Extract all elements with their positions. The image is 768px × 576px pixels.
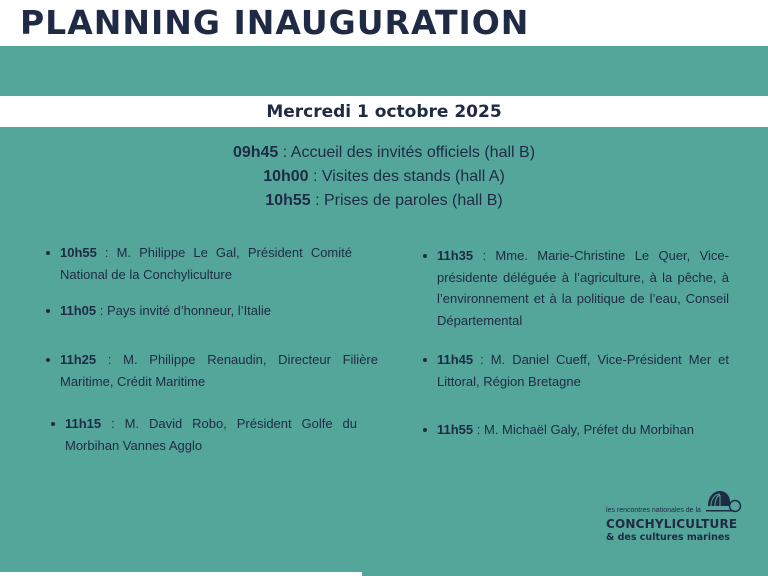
speaker-text: : M. Daniel Cueff, Vice-Président Mer et Littoral, Région Bretagne xyxy=(437,352,729,389)
schedule-row xyxy=(0,165,768,189)
speaker-time: 11h45 xyxy=(437,352,474,367)
speaker-text: : M. Michaël Galy, Préfet du Morbihan xyxy=(473,422,695,437)
speaker-time: 11h35 xyxy=(437,248,474,263)
speaker-time: 11h55 xyxy=(437,422,474,437)
speaker-text: : Pays invité d’honneur, l’Italie xyxy=(96,303,272,318)
speaker-text: : M. David Robo, Président Golfe du Morbihan Vannes Agglo xyxy=(65,416,357,453)
bullet-icon xyxy=(46,358,50,362)
logo-sub-text: & des cultures marines xyxy=(606,532,730,543)
logo-main-text: CONCHYLICULTURE xyxy=(606,517,738,531)
main-schedule xyxy=(0,141,768,213)
header-band xyxy=(0,0,768,46)
bullet-icon xyxy=(51,422,55,426)
speaker-text: : Mme. Marie-Christine Le Quer, Vice-présidente déléguée à l’agriculture, à la pêche, à l’environnement et à la politique de l’eau, Conseil Départemental xyxy=(437,248,729,328)
logo-small-text: les rencontres nationales de la xyxy=(606,507,701,514)
speaker-item xyxy=(60,300,352,322)
speaker-time: 11h15 xyxy=(65,416,102,431)
schedule-text: : Visites des stands (hall A) xyxy=(308,168,505,185)
speaker-time: 11h25 xyxy=(60,352,97,367)
speaker-text: : M. Philippe Renaudin, Directeur Filière Maritime, Crédit Maritime xyxy=(60,352,378,389)
schedule-time: 10h55 xyxy=(265,192,311,209)
logo xyxy=(606,490,756,550)
bullet-icon xyxy=(423,428,427,432)
speaker-item xyxy=(65,413,357,456)
speaker-item xyxy=(60,349,378,392)
bullet-icon xyxy=(46,251,50,255)
speaker-item xyxy=(437,419,737,441)
shell-icon xyxy=(706,490,742,516)
schedule-text: : Accueil des invités officiels (hall B) xyxy=(278,144,536,161)
date-band xyxy=(0,96,768,127)
bullet-icon xyxy=(423,358,427,362)
speaker-time: 11h05 xyxy=(60,303,97,318)
speaker-time: 10h55 xyxy=(60,245,97,260)
bullet-icon xyxy=(46,309,50,313)
schedule-text: : Prises de paroles (hall B) xyxy=(310,192,503,209)
schedule-time: 09h45 xyxy=(232,144,279,161)
speaker-item xyxy=(437,245,729,331)
bullet-icon xyxy=(423,254,427,258)
bottom-band xyxy=(0,572,362,576)
page-title: PLANNING INAUGURATION xyxy=(20,3,530,42)
event-date: Mercredi 1 octobre 2025 xyxy=(266,101,502,122)
speaker-text: : M. Philippe Le Gal, Président Comité National de la Conchyliculture xyxy=(60,245,352,282)
speaker-item xyxy=(437,349,729,392)
schedule-time: 10h00 xyxy=(263,168,309,185)
speaker-item xyxy=(60,242,352,285)
schedule-row xyxy=(0,189,768,213)
schedule-row xyxy=(0,141,768,165)
